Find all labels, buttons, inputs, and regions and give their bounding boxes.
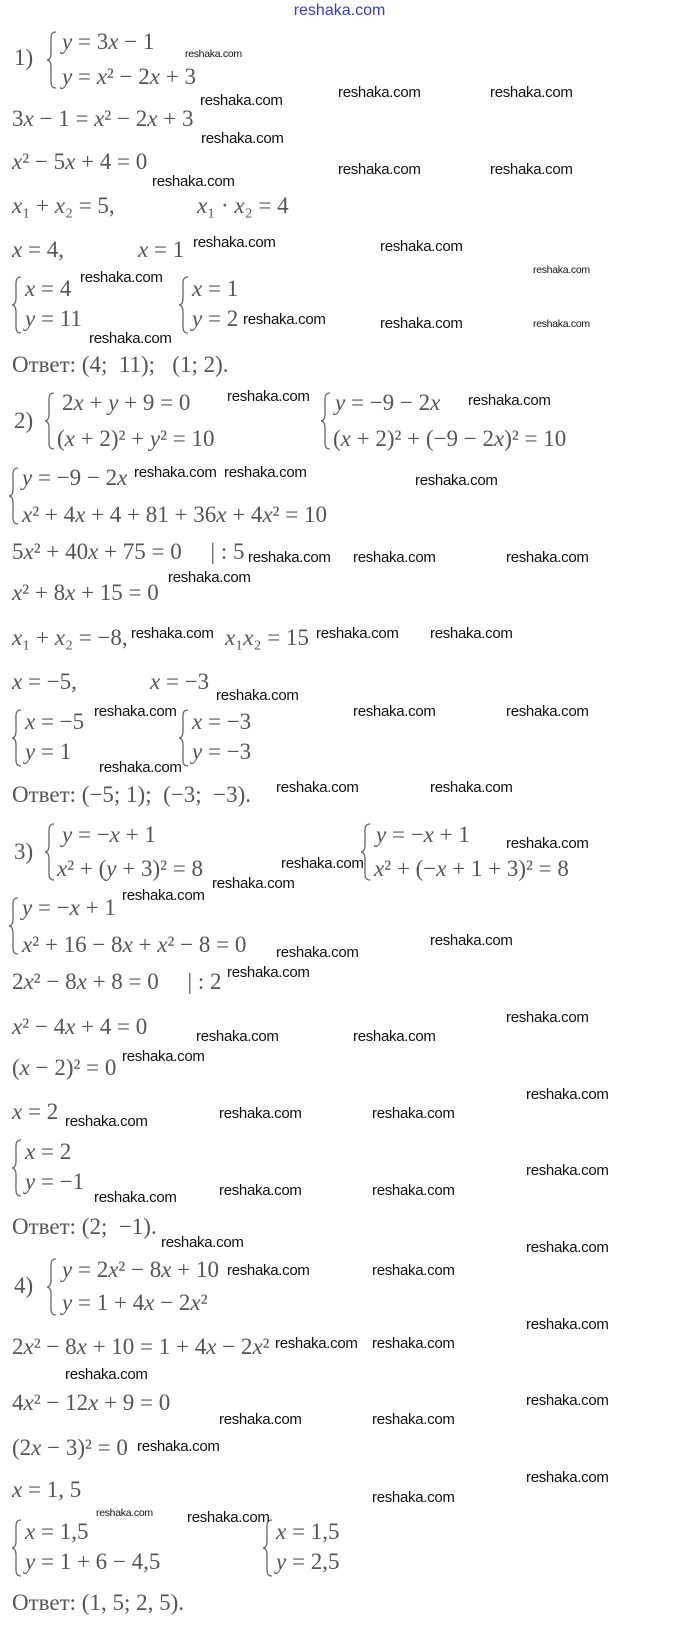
brace-shape — [262, 1519, 273, 1577]
answer: Ответ: (2; −1). — [12, 1214, 157, 1239]
watermark: reshaka.com — [506, 1009, 589, 1026]
watermark: reshaka.com — [227, 1262, 310, 1279]
equation: (x − 2)² = 0 — [12, 1055, 117, 1080]
watermark: reshaka.com — [122, 1048, 205, 1065]
watermark: reshaka.com — [430, 779, 513, 796]
watermark: reshaka.com — [338, 84, 421, 101]
watermark: reshaka.com — [196, 1028, 279, 1045]
watermark: reshaka.com — [353, 1028, 436, 1045]
equation: y = 1 — [25, 739, 72, 764]
brace-shape — [178, 276, 189, 334]
watermark: reshaka.com — [533, 318, 590, 330]
watermark: reshaka.com — [200, 92, 283, 109]
equation: x = 2 — [25, 1139, 72, 1164]
watermark: reshaka.com — [168, 569, 251, 586]
system-brace — [46, 1258, 57, 1316]
equation: 2x² − 8x + 10 = 1 + 4x − 2x² — [12, 1334, 270, 1359]
watermark: reshaka.com — [380, 238, 463, 255]
equation: y = 1 + 4x − 2x² — [62, 1290, 208, 1315]
equation: y = −x + 1 — [376, 822, 470, 847]
equation: x = 4 — [25, 276, 72, 301]
watermark: reshaka.com — [243, 311, 326, 328]
watermark: reshaka.com — [468, 392, 551, 409]
equation: x = 1 — [138, 237, 185, 262]
watermark: reshaka.com — [219, 1182, 302, 1199]
watermark: reshaka.com — [152, 173, 235, 190]
equation: y = 2x² − 8x + 10 — [62, 1257, 219, 1282]
watermark: reshaka.com — [276, 779, 359, 796]
equation: x = −3 — [150, 669, 210, 694]
brace-shape — [44, 392, 55, 450]
equation: x² + 8x + 15 = 0 — [12, 580, 159, 605]
system-brace — [11, 1519, 22, 1577]
equation: y = −9 − 2x — [335, 390, 441, 415]
watermark: reshaka.com — [65, 1366, 148, 1383]
equation: x = 1,5 — [276, 1519, 340, 1544]
equation: x = 1,5 — [25, 1519, 89, 1544]
watermark: reshaka.com — [380, 315, 463, 332]
equation: y = −x + 1 — [22, 895, 116, 920]
brace-shape — [360, 823, 371, 881]
watermark: reshaka.com — [415, 472, 498, 489]
equation: x² − 5x + 4 = 0 — [12, 149, 148, 174]
watermark: reshaka.com — [65, 1113, 148, 1130]
watermark: reshaka.com — [526, 1086, 609, 1103]
equation: x = 2 — [12, 1099, 59, 1124]
equation: 5x² + 40x + 75 = 0 | : 5 — [12, 539, 245, 564]
equation: y = −3 — [192, 739, 252, 764]
watermark: reshaka.com — [281, 855, 364, 872]
equation: y = 2,5 — [276, 1549, 340, 1574]
watermark: reshaka.com — [506, 835, 589, 852]
equation: (x + 2)² + y² = 10 — [57, 426, 215, 451]
equation: 2x² − 8x + 8 = 0 | : 2 — [12, 969, 222, 994]
site-header — [0, 2, 679, 20]
brace-shape — [44, 823, 55, 881]
brace-shape — [11, 709, 22, 767]
watermark: reshaka.com — [338, 161, 421, 178]
answer: Ответ: (4; 11); (1; 2). — [12, 352, 229, 377]
watermark: reshaka.com — [275, 1335, 358, 1352]
equation: x = 1, 5 — [12, 1477, 82, 1502]
watermark: reshaka.com — [506, 703, 589, 720]
watermark: reshaka.com — [372, 1105, 455, 1122]
equation: x₁ + x₂ = −8, — [12, 625, 128, 650]
problem-number: 1) — [14, 45, 34, 70]
watermark: reshaka.com — [526, 1469, 609, 1486]
watermark: reshaka.com — [219, 1411, 302, 1428]
brace-shape — [8, 467, 19, 525]
system-brace — [46, 31, 57, 89]
watermark: reshaka.com — [122, 887, 205, 904]
equation: y = −9 − 2x — [22, 465, 128, 490]
equation: 2x + y + 9 = 0 — [62, 390, 191, 415]
watermark: reshaka.com — [526, 1316, 609, 1333]
equation: (2x − 3)² = 0 — [12, 1435, 128, 1460]
equation: x² + (y + 3)² = 8 — [57, 856, 203, 881]
brace-shape — [11, 1139, 22, 1197]
watermark: reshaka.com — [276, 944, 359, 961]
watermark: reshaka.com — [131, 625, 214, 642]
equation: y = −x + 1 — [62, 822, 156, 847]
problem-number: 4) — [14, 1273, 34, 1298]
equation: y = 1 + 6 − 4,5 — [25, 1549, 161, 1574]
system-brace — [8, 467, 19, 525]
brace-shape — [46, 1258, 57, 1316]
equation: 4x² − 12x + 9 = 0 — [12, 1390, 171, 1415]
watermark: reshaka.com — [490, 161, 573, 178]
watermark: reshaka.com — [372, 1489, 455, 1506]
equation: x² + 16 − 8x + x² − 8 = 0 — [22, 932, 247, 957]
equation: x² − 4x + 4 = 0 — [12, 1014, 148, 1039]
brace-shape — [320, 392, 331, 450]
watermark: reshaka.com — [185, 48, 242, 60]
system-brace — [262, 1519, 273, 1577]
watermark: reshaka.com — [212, 875, 295, 892]
watermark: reshaka.com — [490, 84, 573, 101]
system-brace — [360, 823, 371, 881]
system-brace — [178, 276, 189, 334]
watermark: reshaka.com — [526, 1162, 609, 1179]
answer: Ответ: (−5; 1); (−3; −3). — [12, 782, 252, 807]
watermark: reshaka.com — [89, 330, 172, 347]
brace-shape — [46, 31, 57, 89]
equation: (x + 2)² + (−9 − 2x)² = 10 — [333, 426, 567, 451]
watermark: reshaka.com — [248, 549, 331, 566]
equation: 3x − 1 = x² − 2x + 3 — [12, 106, 194, 131]
watermark: reshaka.com — [216, 687, 299, 704]
equation: y = 3x − 1 — [62, 29, 155, 54]
problem-number: 2) — [14, 408, 34, 433]
watermark: reshaka.com — [137, 1438, 220, 1455]
watermark: reshaka.com — [372, 1262, 455, 1279]
watermark: reshaka.com — [372, 1182, 455, 1199]
watermark: reshaka.com — [353, 549, 436, 566]
system-brace — [11, 1139, 22, 1197]
watermark: reshaka.com — [187, 1509, 270, 1526]
watermark: reshaka.com — [372, 1335, 455, 1352]
site-header-link[interactable]: reshaka.com — [293, 2, 386, 19]
system-brace — [320, 392, 331, 450]
watermark: reshaka.com — [526, 1392, 609, 1409]
watermark: reshaka.com — [161, 1234, 244, 1251]
equation: x = −5 — [25, 709, 85, 734]
watermark: reshaka.com — [134, 464, 217, 481]
system-brace — [44, 823, 55, 881]
system-brace — [8, 897, 19, 955]
equation: y = 2 — [192, 306, 239, 331]
equation: x² + 4x + 4 + 81 + 36x + 4x² = 10 — [22, 502, 328, 527]
watermark: reshaka.com — [193, 234, 276, 251]
equation: x = −5, — [12, 669, 77, 694]
watermark: reshaka.com — [224, 464, 307, 481]
watermark: reshaka.com — [533, 264, 590, 276]
equation: x = 1 — [192, 276, 239, 301]
system-brace — [11, 276, 22, 334]
equation: x₁ + x₂ = 5, — [12, 193, 115, 218]
watermark: reshaka.com — [227, 388, 310, 405]
watermark: reshaka.com — [94, 703, 177, 720]
system-brace — [11, 709, 22, 767]
watermark: reshaka.com — [201, 130, 284, 147]
watermark: reshaka.com — [80, 269, 163, 286]
watermark: reshaka.com — [99, 759, 182, 776]
watermark: reshaka.com — [506, 549, 589, 566]
brace-shape — [11, 276, 22, 334]
watermark: reshaka.com — [316, 625, 399, 642]
watermark: reshaka.com — [227, 964, 310, 981]
watermark: reshaka.com — [430, 932, 513, 949]
watermark: reshaka.com — [526, 1239, 609, 1256]
watermark: reshaka.com — [96, 1507, 153, 1519]
equation: y = x² − 2x + 3 — [62, 64, 196, 89]
equation: y = 11 — [25, 306, 82, 331]
brace-shape — [11, 1519, 22, 1577]
watermark: reshaka.com — [372, 1411, 455, 1428]
equation: x₁x₂ = 15 — [225, 625, 309, 650]
equation: x₁ · x₂ = 4 — [197, 193, 289, 218]
watermark: reshaka.com — [219, 1105, 302, 1122]
answer: Ответ: (1, 5; 2, 5). — [12, 1590, 184, 1615]
equation: y = −1 — [25, 1169, 85, 1194]
watermark: reshaka.com — [353, 703, 436, 720]
equation: x = 4, — [12, 237, 64, 262]
system-brace — [44, 392, 55, 450]
equation: x² + (−x + 1 + 3)² = 8 — [374, 856, 569, 881]
watermark: reshaka.com — [94, 1189, 177, 1206]
watermark: reshaka.com — [430, 625, 513, 642]
brace-shape — [8, 897, 19, 955]
equation: x = −3 — [192, 709, 252, 734]
problem-number: 3) — [14, 839, 34, 864]
